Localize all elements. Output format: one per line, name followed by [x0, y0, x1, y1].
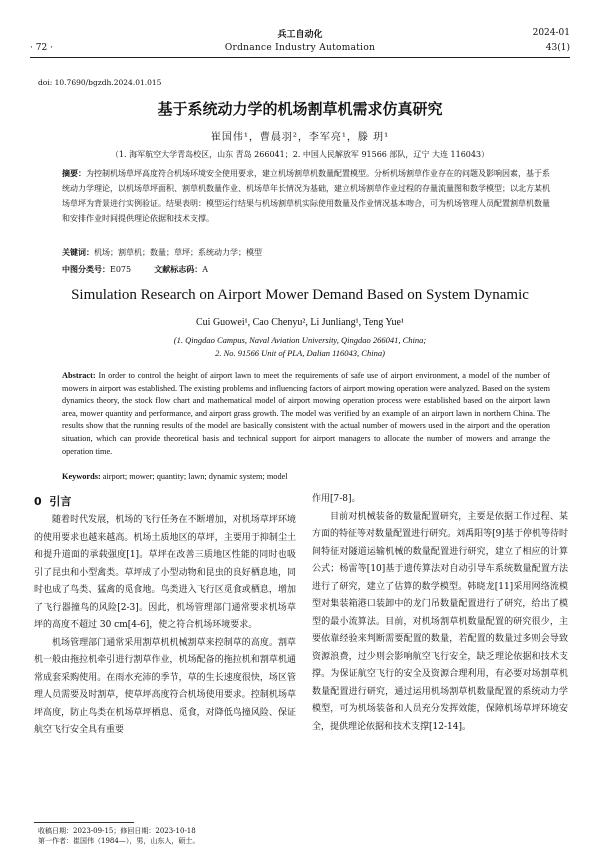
keywords-cn — [62, 247, 550, 258]
section-heading-intro — [34, 493, 71, 509]
keywords-en-label: Keywords: — [62, 472, 101, 481]
abstract-en — [62, 370, 550, 458]
page-number: · 72 · — [30, 43, 53, 53]
issue-date: 2024-01 — [532, 28, 570, 38]
keywords-cn-text: 机场；割草机；数量；草坪；系统动力学；模型 — [94, 248, 262, 257]
right-paragraph-0: 作用[7-8]。 — [312, 494, 361, 504]
classification-cn — [62, 264, 550, 275]
left-paragraph-1: 随着时代发展，机场的飞行任务在不断增加，对机场草坪环境的使用要求也越来越高。机场土质地区的草坪，主要用于抑制尘土和提升道面的承载强度[1]。草坪在改善三质地区性能的同时也吸引了昆虫和小型禽类。草坪成了小型动物和昆虫的良好栖息地，同时也成了鸟类、猛禽的觅食地。鸟类进入飞行区觅食或栖息，增加了飞行器撞鸟的风险[2-3]。因此，机场管理部门通常要求机场草坪的高度不超过 30 cm[4-6]，使之符合机场环境要求。 — [34, 515, 296, 630]
paper-title-en: Simulation Research on Airport Mower Demand Based on System Dynamic — [71, 287, 529, 303]
affiliation-en-line2: 2. No. 91566 Unit of PLA, Dalian 116043, China) — [215, 348, 385, 358]
affiliation-en — [0, 334, 600, 360]
footnote-divider — [34, 822, 134, 823]
doc-code-value: A — [202, 265, 208, 274]
affiliation-cn: （1. 海军航空大学青岛校区，山东 青岛 266041；2. 中国人民解放军 91566 部队，辽宁 大连 116043） — [110, 150, 490, 159]
clc-value: E075 — [110, 265, 132, 274]
clc-label: 中图分类号： — [62, 265, 110, 274]
left-paragraph-2: 机场管理部门通常采用割草机机械割草来控制草的高度。割草机一般由拖拉机牵引进行割草作业，机场配备的拖拉机和割草机通常成套采购使用。在雨水充沛的季节，草的生长速度很快，场区管理人员需要及时割草，使草坪高度符合机场使用要求。控制机场草坪高度，防止鸟类在机场草坪栖息、觅食，对降低鸟撞风险、保证航空飞行安全具有重要 — [34, 637, 296, 735]
paper-title-cn: 基于系统动力学的机场割草机需求仿真研究 — [157, 100, 443, 118]
journal-title-en: Ordnance Industry Automation — [224, 43, 376, 53]
authors-en: Cui Guowei¹, Cao Chenyu², Li Junliang¹, Teng Yue¹ — [196, 317, 404, 328]
header-divider — [30, 57, 570, 58]
doc-code-label: 文献标志码： — [154, 265, 203, 274]
authors-cn: 崔国伟¹，曹晨羽²，李军亮¹，滕 玥¹ — [210, 132, 390, 143]
abstract-cn-label: 摘要： — [62, 169, 86, 178]
abstract-cn-text: 为控制机场草坪高度符合机场环境安全使用要求，建立机场割草机数量配置模型。分析机场割草作业存在的问题及影响因素，基于系统动力学理论，以机场草坪面积、割草机数量作业、机场草年长情况为基础，建立机场割草作业过程的存量流量图和数学模型；以北方某机场草坪为背景进行实例验证。结果表明：模型运行结果与机场割草机实际使用数量及作业情况基本吻合，可为机场管理人员配置割草机数量和安排作业时间提供理论依据和技术支撑。 — [62, 169, 550, 223]
abstract-en-label: Abstract: — [62, 371, 96, 380]
issue-number: 43(1) — [545, 43, 570, 53]
doi[interactable]: doi: 10.7690/bgzdh.2024.01.015 — [38, 78, 162, 87]
right-column — [312, 491, 568, 736]
right-paragraph-1: 目前对机械装备的数量配置研究，主要是依据工作过程、某方面的特征等对数量配置进行研究。刘禹阳等[9]基于停机等待时间特征对隧道运输机械的数量配置进行研究，建立了相应的计算公式；杨雷等[10]基于遗传算法对自动引导车系统数量配置方法进行了研究，建立了估算的数学模型。韩晓龙[11]采用网络流模型对集装箱港口装卸中的龙门吊数量配置进行了研究，给出了模型的最小流算法。目前，对机场割草机数量配置的研究很少，主要依靠经验来判断需要配置的数量，若配置的数量过多则会导致资源浪费，过少则会影响航空飞行安全，缺乏理论依据和技术支撑。为保证航空飞行的安全及资源合理利用，有必要对场割草机数量配置进行研究，通过运用机场割草机数量配置的系统动力学模型，可为机场装备和人员充分发挥效能，保障机场草坪环境安全，提供理论依据和技术支撑[12-14]。 — [312, 511, 568, 732]
footnote-author: 第一作者：崔国伟（1984—），男，山东人，硕士。 — [38, 837, 200, 845]
section-title: 引言 — [49, 495, 72, 508]
abstract-en-text: In order to control the height of airport lawn to meet the requirements of safe use of airport environment, a model of the number of mowers in airport was established. The existing problems and influencing factors of airport mowing operation were analyzed. Based on the system dynamics theory, the stock flow chart and mathematical model of airport mowing operation process were established based on the airport lawn area, mower quantity and performance, and airport grass growth. The model was verified by an example of an airport lawn in northern China. The results show that the running results of the model are basically consistent with the actual number of mowers used in the airport and the operation situation, which can provide theoretical basis and technical support for airport managers to allocate the number of mowers and arrange the operation time. — [62, 371, 550, 456]
footnote-dates: 收稿日期：2023-09-15；修回日期：2023-10-18 — [38, 827, 196, 835]
left-column — [34, 512, 296, 740]
section-number: 0 — [34, 495, 42, 508]
abstract-cn — [62, 166, 550, 226]
journal-title-cn: 兵工自动化 — [277, 30, 323, 40]
affiliation-en-line1: (1. Qingdao Campus, Naval Aviation University, Qingdao 266041, China; — [173, 335, 427, 345]
keywords-en — [62, 472, 550, 481]
keywords-en-text: airport; mower; quantity; lawn; dynamic system; model — [102, 472, 288, 481]
keywords-cn-label: 关键词： — [62, 248, 94, 257]
